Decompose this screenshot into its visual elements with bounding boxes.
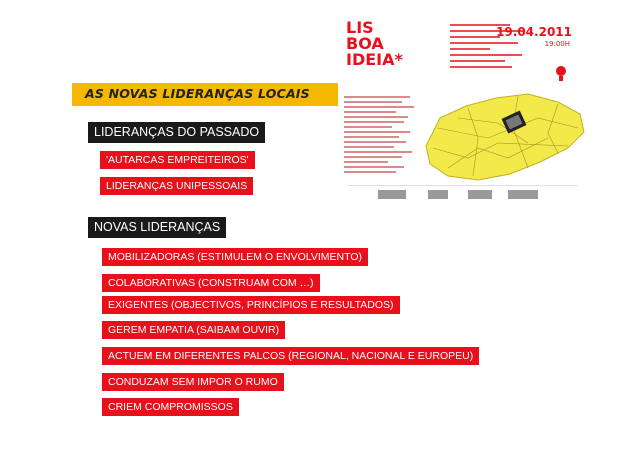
poster-badge (554, 62, 568, 86)
poster-logo: LIS BOA IDEIA* (346, 18, 403, 69)
slide-title: AS NOVAS LIDERANÇAS LOCAIS (85, 86, 310, 101)
new-item-mobilizadoras: MOBILIZADORAS (ESTIMULEM O ENVOLVIMENTO) (102, 248, 368, 266)
new-item-colaborativas: COLABORATIVAS (CONSTRUAM COM …) (102, 274, 320, 292)
lisbon-map-illustration (418, 88, 588, 184)
poster-date: 19.04.2011 (496, 25, 572, 39)
past-item-autarcas: 'AUTARCAS EMPREITEIROS' (100, 151, 255, 169)
event-poster-image (338, 0, 594, 212)
poster-sponsor-logos (348, 185, 578, 202)
new-leadership-heading: NOVAS LIDERANÇAS (88, 217, 226, 238)
new-item-empatia: GEREM EMPATIA (SAIBAM OUVIR) (102, 321, 285, 339)
past-leadership-heading: LIDERANÇAS DO PASSADO (88, 122, 265, 143)
new-item-conduzam: CONDUZAM SEM IMPOR O RUMO (102, 373, 284, 391)
new-item-compromissos: CRIEM COMPROMISSOS (102, 398, 239, 416)
new-item-exigentes: EXIGENTES (OBJECTIVOS, PRINCÍPIOS E RESULTADOS) (102, 296, 400, 314)
poster-time: 19:00H (544, 40, 570, 48)
new-item-palcos: ACTUEM EM DIFERENTES PALCOS (REGIONAL, NACIONAL E EUROPEU) (102, 347, 479, 365)
poster-speaker-list (344, 96, 414, 176)
past-item-unipessoais: LIDERANÇAS UNIPESSOAIS (100, 177, 253, 195)
